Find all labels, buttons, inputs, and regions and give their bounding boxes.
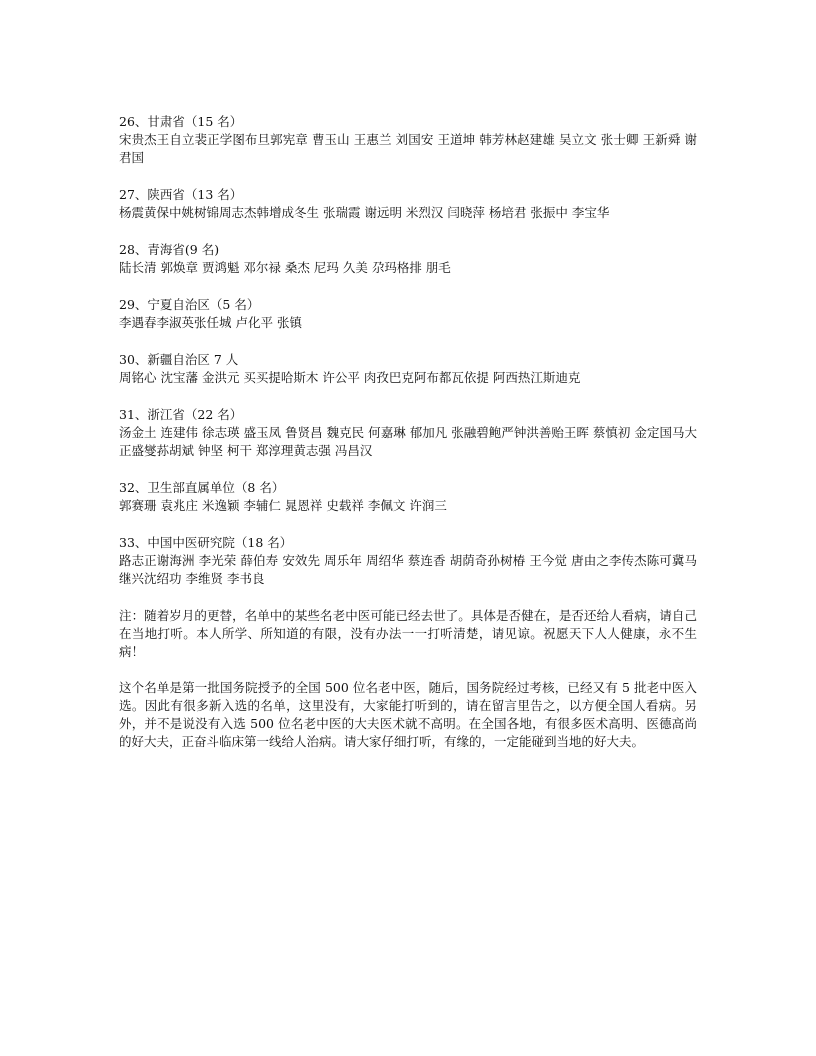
document-page [119, 113, 697, 769]
section-tcm-research-institute [119, 534, 697, 588]
section-title: 27、陕西省（13 名） [119, 187, 243, 202]
section-body: 宋贵杰王自立裴正学图布旦郭宪章 曹玉山 王惠兰 刘国安 王道坤 韩芳林赵建雄 吴立文 张士卿 王新舜 谢君国 [119, 132, 697, 165]
section-shaanxi [119, 186, 697, 222]
section-body: 汤金土 连建伟 徐志瑛 盛玉凤 鲁贤昌 魏克民 何嘉琳 郁加凡 张融碧鲍严钟洪善贻王晖 蔡慎初 金定国马大正盛燮荪胡斌 钟坚 柯干 郑淳理黄志强 冯昌汉 [119, 425, 697, 458]
section-gansu [119, 113, 697, 167]
section-body: 路志正谢海洲 李光荣 薛伯寿 安效先 周乐年 周绍华 蔡连香 胡荫奇孙树椿 王今觉 唐由之李传杰陈可冀马继兴沈绍功 李维贤 李书良 [119, 553, 697, 586]
section-body: 郭赛珊 袁兆庄 米逸颖 李辅仁 晁恩祥 史载祥 李佩文 许润三 [119, 498, 447, 513]
section-title: 31、浙江省（22 名） [119, 407, 243, 422]
section-title: 29、宁夏自治区（5 名） [119, 297, 260, 312]
section-zhejiang [119, 406, 697, 460]
section-title: 33、中国中医研究院（18 名） [119, 535, 293, 550]
section-body: 陆长清 郭焕章 贾鸿魁 邓尔禄 桑杰 尼玛 久美 尕玛格排 朋毛 [119, 260, 451, 275]
explanation-paragraph: 这个名单是第一批国务院授予的全国 500 位名老中医，随后，国务院经过考核，已经又有 5 批老中医入选。因此有很多新入选的名单，这里没有，大家能打听到的，请在留言里告之，以方便全国人看病。另外，并不是说没有入选 500 位名老中医的大夫医术就不高明。在全国各地，有很多医术高明、医德高尚的好大夫，正奋斗临床第一线给人治病。请大家仔细打听，有缘的，一定能碰到当地的好大夫。 [119, 680, 697, 749]
section-ministry-of-health [119, 479, 697, 515]
note-paragraph: 注：随着岁月的更替，名单中的某些名老中医可能已经去世了。具体是否健在，是否还给人看病，请自己在当地打听。本人所学、所知道的有限，没有办法一一打听清楚，请见谅。祝愿天下人人健康，永不生病！ [119, 608, 697, 659]
section-body: 杨震黄保中姚树锦周志杰韩增成冬生 张瑞霞 谢远明 米烈汉 闫晓萍 杨培君 张振中 李宝华 [119, 205, 610, 220]
section-body: 周铭心 沈宝藩 金洪元 买买提哈斯木 许公平 肉孜巴克阿布都瓦依提 阿西热江斯迪克 [119, 370, 581, 385]
section-ningxia [119, 296, 697, 332]
section-title: 32、卫生部直属单位（8 名） [119, 480, 285, 495]
section-xinjiang [119, 351, 697, 387]
section-title: 30、新疆自治区 7 人 [119, 352, 239, 367]
section-title: 28、青海省(9 名) [119, 242, 220, 257]
section-body: 李遇春李淑英张任城 卢化平 张镇 [119, 315, 302, 330]
section-qinghai [119, 241, 697, 277]
section-title: 26、甘肃省（15 名） [119, 114, 243, 129]
